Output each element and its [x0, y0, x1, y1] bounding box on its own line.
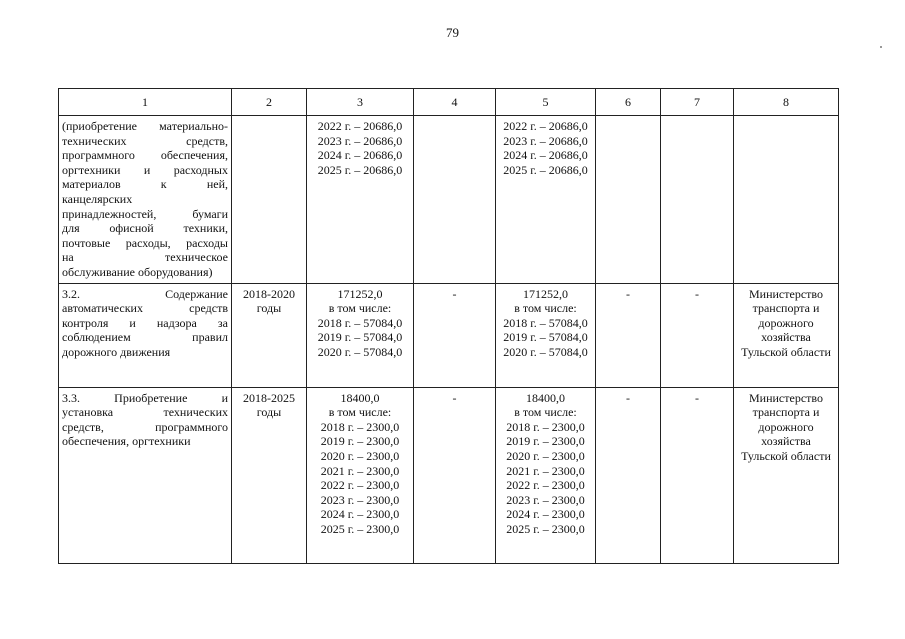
amount-line: 2020 г. – 57084,0	[503, 344, 588, 359]
row3-col4: -	[414, 387, 496, 563]
amount-line: 2019 г. – 57084,0	[503, 330, 588, 345]
amount-line: 2023 г. – 2300,0	[506, 492, 585, 507]
row2-funding-regional	[496, 283, 596, 387]
header-cell-6: 6	[596, 89, 661, 116]
desc-line: 3.3. Приобретение и	[62, 390, 228, 405]
desc-line: обеспечения, оргтехники	[62, 434, 191, 449]
amount-line: 2023 г. – 2300,0	[320, 492, 400, 507]
amount-line: 2018 г. – 57084,0	[503, 315, 588, 330]
desc-line: материалов к ней,	[62, 177, 228, 192]
row1-col6	[596, 116, 661, 284]
row2-col7: -	[661, 283, 734, 387]
amount-line: 2021 г. – 2300,0	[506, 463, 585, 478]
amount-line: 2024 г. – 2300,0	[506, 507, 585, 522]
row3-col7: -	[661, 387, 734, 563]
amount-line: 2022 г. – 20686,0	[503, 119, 588, 133]
header-cell-8: 8	[734, 89, 839, 116]
amount-line: 171252,0	[523, 286, 568, 301]
amount-line: 2025 г. – 20686,0	[317, 162, 403, 177]
row1-col8	[734, 116, 839, 284]
amount-line: 2019 г. – 2300,0	[320, 434, 400, 449]
amount-line: 2025 г. – 2300,0	[506, 521, 585, 536]
org-line: Тульской области	[741, 448, 831, 463]
table-row-continuation	[59, 116, 839, 284]
org-line: хозяйства	[761, 434, 811, 449]
amount-line: 2022 г. – 20686,0	[317, 119, 403, 133]
amount-line: 2024 г. – 20686,0	[503, 148, 588, 163]
program-table	[58, 88, 839, 564]
org-line: транспорта и	[752, 301, 820, 316]
table-row-3-2	[59, 283, 839, 387]
header-cell-7: 7	[661, 89, 734, 116]
row1-period	[232, 116, 307, 284]
row2-description	[59, 283, 232, 387]
header-cell-3: 3	[307, 89, 414, 116]
amount-line: 2024 г. – 20686,0	[317, 148, 403, 163]
table-row-3-3	[59, 387, 839, 563]
desc-line: установка технических	[62, 405, 228, 420]
amount-line: 2021 г. – 2300,0	[320, 463, 400, 478]
amount-line: 2023 г. – 20686,0	[503, 133, 588, 148]
row1-funding-regional	[496, 116, 596, 284]
org-line: хозяйства	[761, 330, 811, 345]
row3-description	[59, 387, 232, 563]
desc-line: для офисной техники,	[62, 221, 228, 236]
desc-line: канцелярских	[62, 191, 133, 206]
amount-line: 2020 г. – 57084,0	[317, 344, 403, 359]
amount-line: 2022 г. – 2300,0	[320, 478, 400, 493]
row1-description	[59, 116, 232, 284]
header-row	[59, 89, 839, 116]
desc-line: на техническое	[62, 250, 228, 265]
row2-col6: -	[596, 283, 661, 387]
amount-line: 2022 г. – 2300,0	[506, 478, 585, 493]
row2-period: 2018-2020 годы	[232, 283, 307, 387]
amount-line: 18400,0	[340, 390, 380, 405]
org-line: Министерство	[749, 286, 823, 301]
row1-col7	[661, 116, 734, 284]
desc-line: программного обеспечения,	[62, 148, 228, 163]
org-line: дорожного	[758, 315, 814, 330]
row2-funding-total	[307, 283, 414, 387]
amount-line: 2020 г. – 2300,0	[506, 448, 585, 463]
desc-line: 3.2. Содержание	[62, 286, 228, 301]
desc-line: средств, программного	[62, 419, 228, 434]
desc-line: принадлежностей, бумаги	[62, 206, 228, 221]
row3-funding-total	[307, 387, 414, 563]
org-line: транспорта и	[752, 405, 820, 420]
amount-line: 2023 г. – 20686,0	[317, 133, 403, 148]
row1-funding-total	[307, 116, 414, 284]
amount-line: 2020 г. – 2300,0	[320, 448, 400, 463]
amount-line: 2025 г. – 20686,0	[503, 162, 588, 177]
desc-line: оргтехники и расходных	[62, 162, 228, 177]
amount-line: 2018 г. – 2300,0	[506, 419, 585, 434]
amount-line: в том числе:	[514, 301, 577, 316]
desc-line: (приобретение материально-	[62, 119, 228, 133]
desc-line: контроля и надзора за	[62, 315, 228, 330]
amount-line: в том числе:	[514, 405, 577, 420]
row2-col4: -	[414, 283, 496, 387]
org-line: дорожного	[758, 419, 814, 434]
scan-speck	[880, 46, 882, 48]
amount-line: в том числе:	[328, 405, 392, 420]
row3-period: 2018-2025 годы	[232, 387, 307, 563]
amount-line: 2025 г. – 2300,0	[320, 521, 400, 536]
desc-line: автоматических средств	[62, 301, 228, 316]
header-cell-1: 1	[59, 89, 232, 116]
header-cell-2: 2	[232, 89, 307, 116]
desc-line: обслуживание оборудования)	[62, 264, 213, 279]
amount-line: 2024 г. – 2300,0	[320, 507, 400, 522]
row2-responsible	[734, 283, 839, 387]
row3-funding-regional	[496, 387, 596, 563]
amount-line: 2019 г. – 57084,0	[317, 330, 403, 345]
amount-line: 171252,0	[337, 286, 383, 301]
row3-responsible	[734, 387, 839, 563]
amount-line: 18400,0	[526, 390, 565, 405]
page-number: 79	[446, 25, 459, 40]
desc-line: почтовые расходы, расходы	[62, 235, 228, 250]
header-cell-5: 5	[496, 89, 596, 116]
amount-line: 2018 г. – 2300,0	[320, 419, 400, 434]
header-cell-4: 4	[414, 89, 496, 116]
amount-line: 2019 г. – 2300,0	[506, 434, 585, 449]
org-line: Тульской области	[741, 344, 831, 359]
desc-line: дорожного движения	[62, 344, 171, 359]
org-line: Министерство	[749, 390, 823, 405]
amount-line: в том числе:	[328, 301, 392, 316]
amount-line: 2018 г. – 57084,0	[317, 315, 403, 330]
row1-col4	[414, 116, 496, 284]
desc-line: технических средств,	[62, 133, 228, 148]
desc-line: соблюдением правил	[62, 330, 228, 345]
row3-col6: -	[596, 387, 661, 563]
